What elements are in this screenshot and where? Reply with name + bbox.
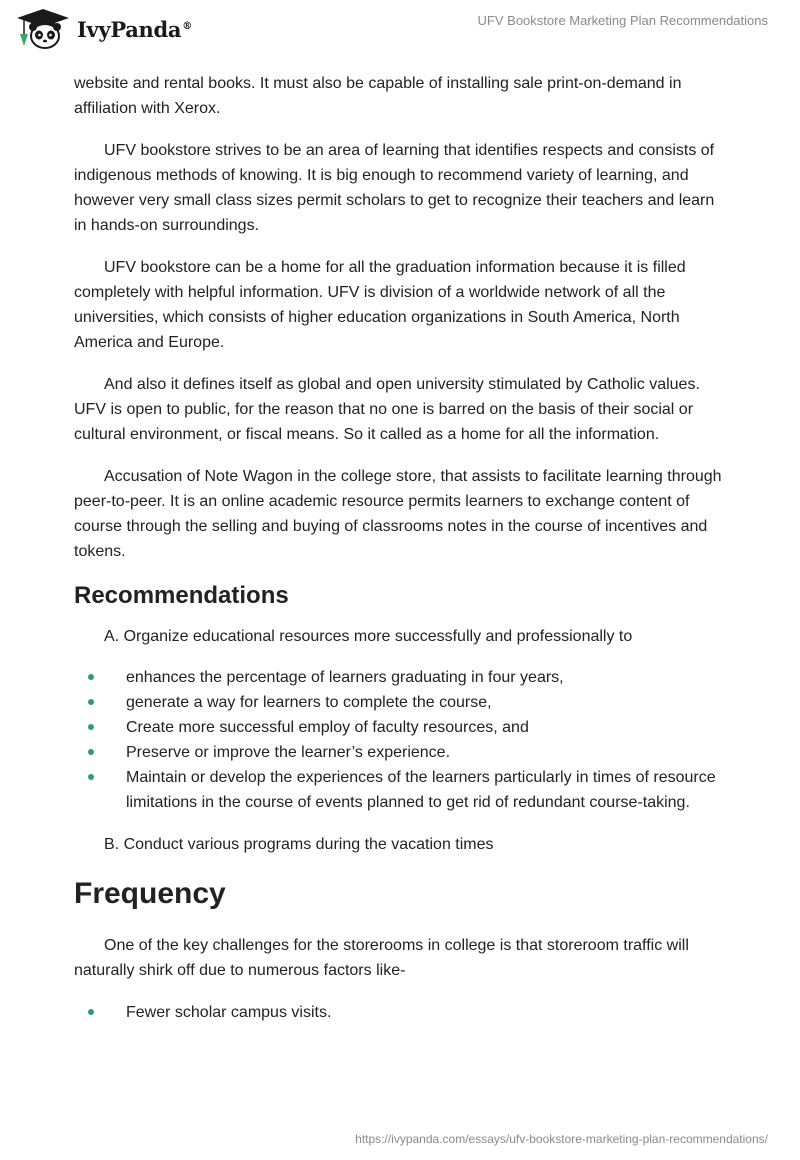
bullet-icon xyxy=(88,674,94,680)
logo-wordmark: IvyPanda® xyxy=(77,16,192,42)
list-item: Create more successful employ of faculty resources, and xyxy=(74,715,730,740)
list-item: enhances the percentage of learners graduating in four years, xyxy=(74,665,730,690)
bullet-icon xyxy=(88,724,94,730)
bullet-icon xyxy=(88,774,94,780)
document-title: UFV Bookstore Marketing Plan Recommendations xyxy=(477,13,768,28)
ivypanda-logo[interactable] xyxy=(15,8,192,50)
list-item: Maintain or develop the experiences of the learners particularly in times of resource limitations in the course of events planned to get rid of redundant course-taking. xyxy=(74,765,730,815)
list-item: Fewer scholar campus visits. xyxy=(74,1000,730,1025)
recommendations-heading: Recommendations xyxy=(74,582,289,609)
list-item: generate a way for learners to complete the course, xyxy=(74,690,730,715)
panda-graduate-icon xyxy=(15,8,71,50)
source-url[interactable]: https://ivypanda.com/essays/ufv-bookstore-marketing-plan-recommendations/ xyxy=(355,1132,768,1146)
paragraph: UFV bookstore can be a home for all the graduation information because it is filled completely with helpful information. UFV is division of a worldwide network of all the universities, which consists of higher education organizations in South America, North America and Europe. xyxy=(74,259,686,351)
bullet-icon xyxy=(88,699,94,705)
frequency-heading: Frequency xyxy=(74,877,226,910)
paragraph: One of the key challenges for the storerooms in college is that storeroom traffic will naturally shirk off due to numerous factors like- xyxy=(74,937,689,979)
registered-mark: ® xyxy=(182,20,192,32)
bullet-icon xyxy=(88,1009,94,1015)
list-item: Preserve or improve the learner’s experience. xyxy=(74,740,730,765)
paragraph: Accusation of Note Wagon in the college store, that assists to facilitate learning through peer-to-peer. It is an online academic resource permits learners to exchange content of course through the selling and buying of classrooms notes in the course of incentives and tokens. xyxy=(74,468,722,560)
recommendation-b: B. Conduct various programs during the vacation times xyxy=(104,836,494,853)
paragraph: UFV bookstore strives to be an area of learning that identifies respects and consists of indigenous methods of knowing. It is big enough to recommend variety of learning, and however very small class sizes permit scholars to get to recognize their teachers and learn in hands-on surroundings. xyxy=(74,142,715,234)
recommendations-list xyxy=(74,665,730,815)
essay-content xyxy=(74,71,730,1025)
recommendation-a: A. Organize educational resources more successfully and professionally to xyxy=(104,628,633,645)
paragraph: website and rental books. It must also be capable of installing sale print-on-demand in affiliation with Xerox. xyxy=(74,75,682,117)
page-header xyxy=(0,0,800,62)
paragraph: And also it defines itself as global and open university stimulated by Catholic values. UFV is open to public, for the reason that no one is barred on the basis of their social or cultural environment, or fiscal means. So it called as a home for all the information. xyxy=(74,376,700,443)
bullet-icon xyxy=(88,749,94,755)
frequency-list xyxy=(74,1000,730,1025)
